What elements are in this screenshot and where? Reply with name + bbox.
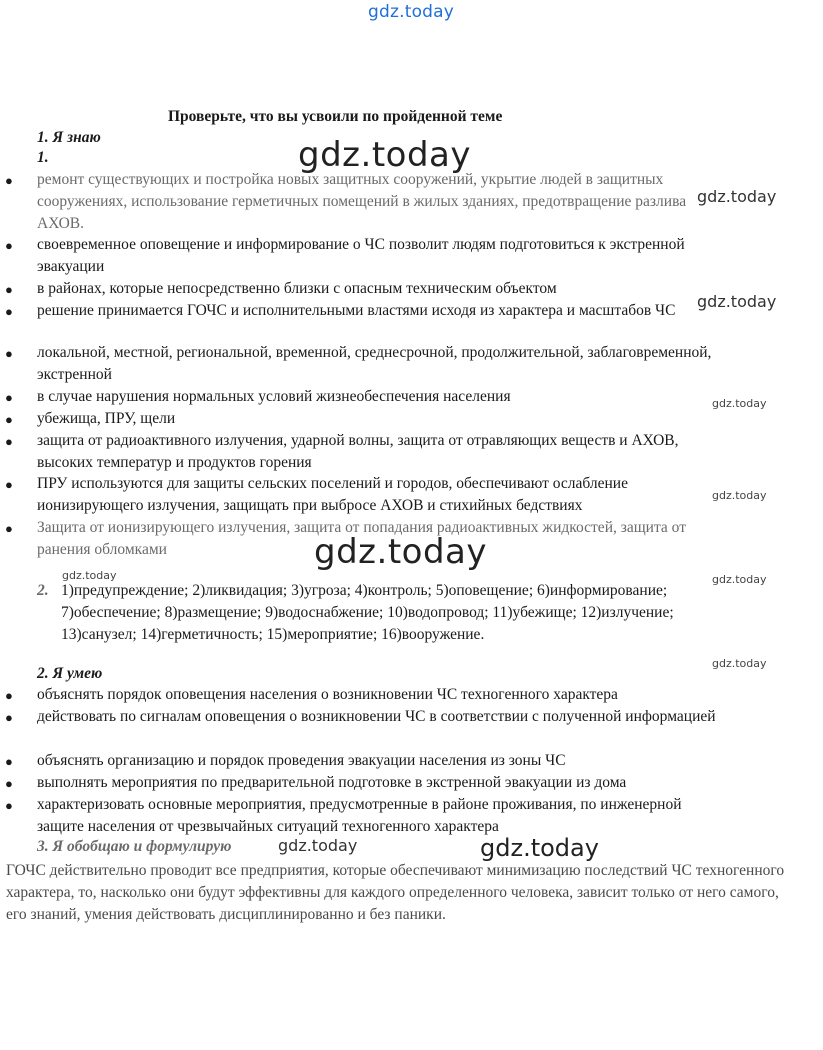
list-item: защита от радиоактивного излучения, ударной волны, защита от отравляющих веществ и АХОВ, высоких температур и продуктов горения (37, 432, 679, 471)
watermark-top: gdz.today (368, 2, 455, 22)
list-item: объяснять организацию и порядок проведения эвакуации населения из зоны ЧС (37, 752, 566, 769)
bullet: ● (5, 477, 13, 492)
watermark-small: gdz.today (62, 569, 117, 582)
bullet: ● (5, 521, 13, 536)
sub-number: 1. (37, 149, 49, 166)
list-item: в случае нарушения нормальных условий жизнеобеспечения населения (37, 388, 511, 405)
bullet: ● (5, 238, 13, 253)
bullet: ● (5, 710, 13, 725)
bullet: ● (5, 434, 13, 449)
page-title: Проверьте, что вы усвоили по пройденной теме (168, 108, 503, 125)
section-heading-know: 1. Я знаю (37, 129, 101, 146)
watermark-small: gdz.today (712, 657, 767, 670)
list-item: локальной, местной, региональной, временной, среднесрочной, продолжительной, заблаговременной, экстренной (37, 344, 712, 383)
section-heading-summarize: 3. Я обобщаю и формулирую (37, 838, 232, 855)
watermark-small: gdz.today (712, 397, 767, 410)
watermark-small: gdz.today (712, 573, 767, 586)
bullet: ● (5, 776, 13, 791)
bullet: ● (5, 282, 13, 297)
list2-number: 2. (37, 582, 49, 599)
watermark-small: gdz.today (712, 489, 767, 502)
bullet: ● (5, 754, 13, 769)
watermark-large: gdz.today (298, 135, 471, 175)
bullet: ● (5, 688, 13, 703)
bullet: ● (5, 412, 13, 427)
list-item: объяснять порядок оповещения населения о возникновении ЧС техногенного характера (37, 686, 618, 703)
watermark-medium: gdz.today (480, 834, 599, 862)
bullet: ● (5, 390, 13, 405)
section-heading-can: 2. Я умею (37, 665, 103, 682)
watermark-medium: gdz.today (278, 836, 358, 855)
list-item: ремонт существующих и постройка новых защитных сооружений, укрытие людей в защитных сооружениях, использование герметичных помещений в жилых зданиях, предотвращение разлива АХОВ. (37, 171, 687, 232)
list-item: в районах, которые непосредственно близки с опасным техническим объектом (37, 280, 557, 297)
glossary-answers: 1)предупреждение; 2)ликвидация; 3)угроза; 4)контроль; 5)оповещение; 6)информирование; 7)обеспечение; 8)размещение; 9)водоснабжение; 10)водопровод; 11)убежище; 12)излучение; 13)санузел; 14)герметичность; 15)мероприятие; 16)вооружение. (61, 582, 674, 643)
watermark-large: gdz.today (314, 532, 487, 572)
list-item: ПРУ используются для защиты сельских поселений и городов, обеспечивают ослабление ионизирующего излучения, защищать при выбросе АХОВ и стихийных бедствиях (37, 475, 628, 514)
bullet: ● (5, 798, 13, 813)
summary-paragraph: ГОЧС действительно проводит все предприятия, которые обеспечивают минимизацию последствий ЧС техногенного характера, то, насколько они будут эффективны для каждого определенного человека, зависит только от него самого, его знаний, умения действовать дисциплинированно и без паники. (6, 862, 785, 923)
list-item: своевременное оповещение и информирование о ЧС позволит людям подготовиться к экстренной эвакуации (37, 236, 685, 275)
bullet: ● (5, 304, 13, 319)
list-item: характеризовать основные мероприятия, предусмотренные в районе проживания, по инженерной защите населения от чрезвычайных ситуаций техногенного характера (37, 796, 682, 835)
list-item: убежища, ПРУ, щели (37, 410, 176, 427)
watermark-medium: gdz.today (697, 292, 777, 311)
bullet: ● (5, 346, 13, 361)
list-item: Защита от ионизирующего излучения, защита от попадания радиоактивных жидкостей, защита от ранения обломками (37, 519, 687, 558)
list-item: действовать по сигналам оповещения о возникновении ЧС в соответствии с полученной информацией (37, 708, 716, 725)
watermark-medium: gdz.today (697, 187, 777, 206)
list-item: выполнять мероприятия по предварительной подготовке в экстренной эвакуации из дома (37, 774, 627, 791)
bullet: ● (5, 173, 13, 188)
list-item: решение принимается ГОЧС и исполнительными властями исходя из характера и масштабов ЧС (37, 302, 676, 319)
